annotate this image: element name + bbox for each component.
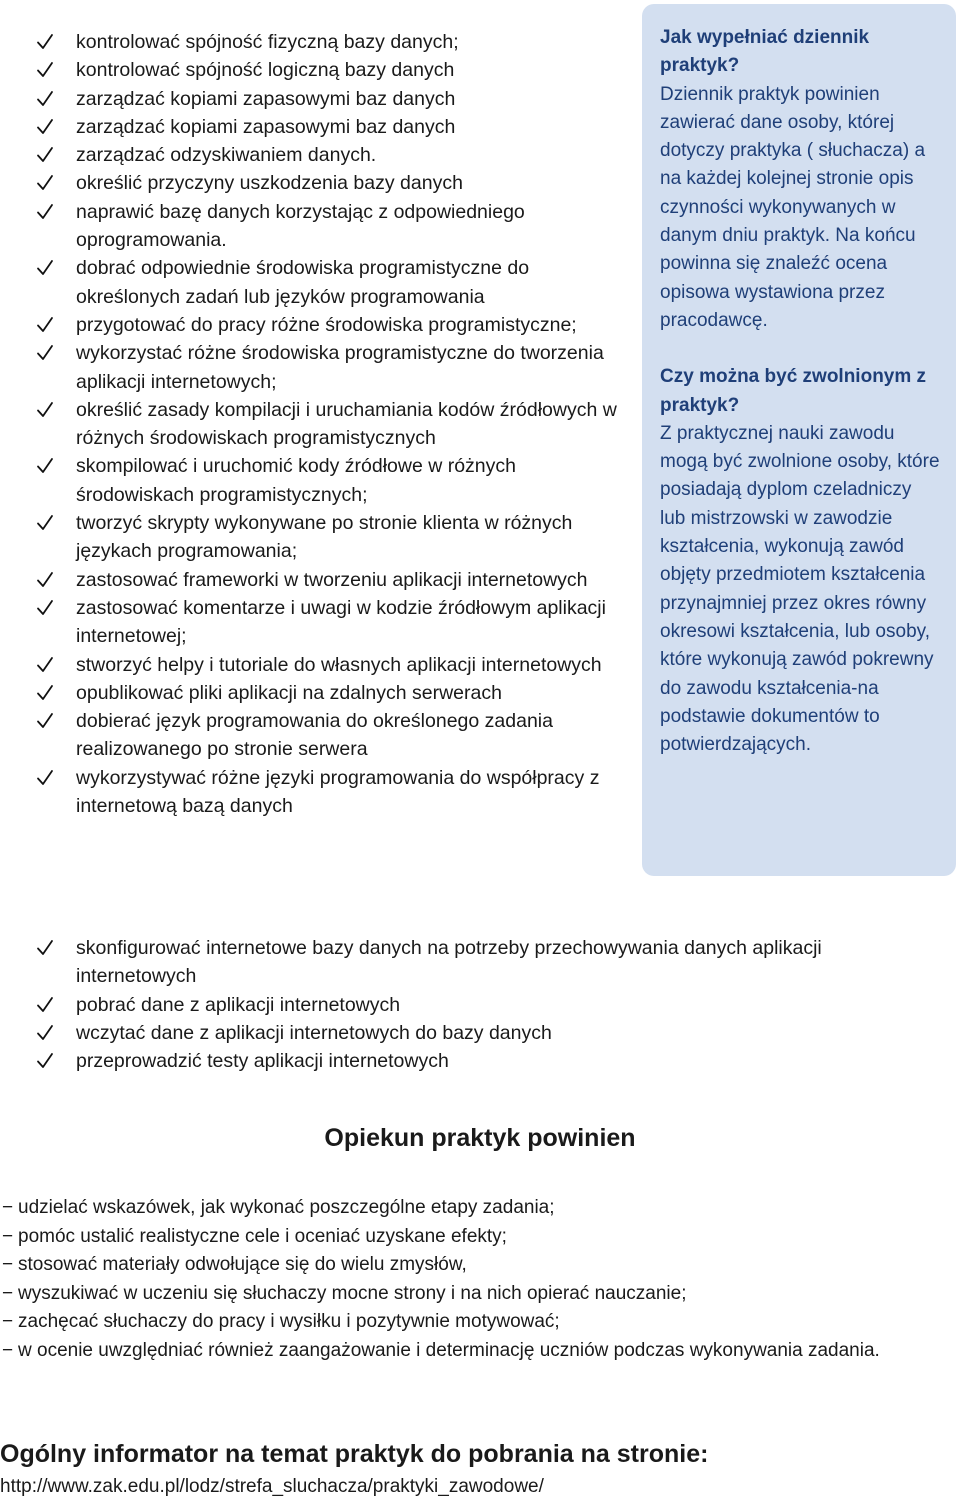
checklist-item-text: zastosować komentarze i uwagi w kodzie źródłowym aplikacji internetowej; xyxy=(76,596,606,648)
checklist-item-text: wykorzystać różne środowiska programistyczne do tworzenia aplikacji internetowych; xyxy=(76,342,604,393)
dash-bullet: − xyxy=(2,1197,14,1218)
checkmark-icon xyxy=(36,259,54,277)
checklist-item-text: zarządzać odzyskiwaniem danych. xyxy=(76,144,377,167)
checklist-item xyxy=(36,141,636,169)
checkmark-icon xyxy=(36,457,54,475)
dash-bullet: − xyxy=(2,1282,14,1304)
checklist-item-text: skonfigurować internetowe bazy danych na potrzeby przechowywania danych aplikacji internetowych xyxy=(76,937,822,988)
checklist-item xyxy=(36,764,636,821)
checklist-item xyxy=(36,1019,916,1047)
checkmark-icon xyxy=(36,656,54,674)
checklist-item xyxy=(36,934,916,991)
checklist-item xyxy=(36,452,636,509)
checklist-item-text: naprawić bazę danych korzystając z odpowiedniego oprogramowania. xyxy=(76,200,525,252)
duty-text: w ocenie uwzględniać również zaangażowanie i determinację uczniów podczas wykonywania zadania. xyxy=(18,1339,880,1361)
checklist-item xyxy=(36,509,636,566)
checklist-item xyxy=(36,707,636,764)
checkmark-icon xyxy=(36,939,54,957)
duty-text: wyszukiwać w uczeniu się słuchaczy mocne strony i na nich opierać nauczanie; xyxy=(18,1282,687,1304)
checklist-item-text: stworzyć helpy i tutoriale do własnych aplikacji internetowych xyxy=(76,653,602,676)
checkmark-icon xyxy=(36,996,54,1014)
duty-text: stosować materiały odwołujące się do wielu zmysłów, xyxy=(18,1254,467,1275)
checklist-item xyxy=(36,254,636,311)
duty-text: udzielać wskazówek, jak wykonać poszczególne etapy zadania; xyxy=(18,1197,555,1218)
checklist-item-text: wczytać dane z aplikacji internetowych do bazy danych xyxy=(76,1021,552,1044)
checklist-item-text: zarządzać kopiami zapasowymi baz danych xyxy=(76,115,456,138)
checkmark-icon xyxy=(36,118,54,136)
info-title: Ogólny informator na temat praktyk do pobrania na stronie: xyxy=(0,1440,709,1468)
checklist-item-text: tworzyć skrypty wykonywane po stronie klienta w różnych językach programowania; xyxy=(76,512,573,563)
checklist-item-text: skompilować i uruchomić kody źródłowe w różnych środowiskach programistycznych; xyxy=(76,455,516,506)
checkmark-icon xyxy=(36,599,54,617)
checklist-item xyxy=(36,594,636,651)
checklist-item xyxy=(36,396,636,453)
checklist-item xyxy=(36,85,636,113)
checklist-item xyxy=(36,339,636,396)
supervisor-duties-list xyxy=(0,1194,930,1365)
duty-item xyxy=(0,1280,930,1309)
checklist-item xyxy=(36,651,636,679)
duty-item xyxy=(0,1223,930,1252)
checklist-item-text: zarządzać kopiami zapasowymi baz danych xyxy=(76,87,456,110)
answer-exemption: Z praktycznej nauki zawodu mogą być zwolnione osoby, które posiadają dyplom czeladniczy lub mistrzowski w zawodzie kształcenia, wykonują zawód objęty przedmiotem kształcenia przynajmniej przez okres równy okresowi kształcenia, lub osoby, które wykonują zawód pokrewny do zawodu kształcenia-na podstawie dokumentów to potwierdzających. xyxy=(660,422,940,756)
duty-item xyxy=(0,1194,930,1223)
checkmark-icon xyxy=(36,146,54,164)
checklist-item xyxy=(36,679,636,707)
duty-item xyxy=(0,1337,930,1366)
duty-item xyxy=(0,1251,930,1280)
dash-bullet: − xyxy=(2,1254,14,1275)
checklist-item xyxy=(36,28,636,56)
checklist-top xyxy=(36,28,636,820)
duty-text: zachęcać słuchaczy do pracy i wysiłku i pozytywnie motywować; xyxy=(18,1311,560,1332)
checkmark-icon xyxy=(36,401,54,419)
checkmark-icon xyxy=(36,1052,54,1070)
checklist-item xyxy=(36,1047,916,1075)
dash-bullet: − xyxy=(2,1339,14,1361)
checkmark-icon xyxy=(36,684,54,702)
checklist-item xyxy=(36,113,636,141)
checklist-item-text: wykorzystywać różne języki programowania do współpracy z internetową bazą danych xyxy=(76,766,600,818)
checkmark-icon xyxy=(36,90,54,108)
checklist-item-text: dobierać język programowania do określonego zadania realizowanego po stronie serwera xyxy=(76,710,553,761)
checkmark-icon xyxy=(36,514,54,532)
checkmark-icon xyxy=(36,33,54,51)
checklist-item-text: dobrać odpowiednie środowiska programistyczne do określonych zadań lub języków programowania xyxy=(76,257,530,308)
checklist-item xyxy=(36,56,636,84)
info-url[interactable]: http://www.zak.edu.pl/lodz/strefa_sluchacza/praktyki_zawodowe/ xyxy=(0,1476,544,1497)
checklist-item-text: pobrać dane z aplikacji internetowych xyxy=(76,993,401,1016)
checkmark-icon xyxy=(36,174,54,192)
checklist-item-text: określić przyczyny uszkodzenia bazy danych xyxy=(76,172,463,195)
checklist-item xyxy=(36,566,636,594)
checkmark-icon xyxy=(36,769,54,787)
checkmark-icon xyxy=(36,344,54,362)
checklist-item-text: kontrolować spójność fizyczną bazy danych; xyxy=(76,31,459,53)
checklist-item-text: zastosować frameworki w tworzeniu aplikacji internetowych xyxy=(76,568,588,591)
answer-diary: Dziennik praktyk powinien zawierać dane osoby, której dotyczy praktyka ( słuchacza) a na każdej kolejnej stronie opis czynności wykonywanych w danym dniu praktyk. Na końcu powinna się znaleźć ocena opisowa wystawiona przez pracodawcę. xyxy=(660,83,926,331)
checkmark-icon xyxy=(36,712,54,730)
checklist-item-text: opublikować pliki aplikacji na zdalnych serwerach xyxy=(76,681,502,704)
checkmark-icon xyxy=(36,1024,54,1042)
checklist-item-text: przeprowadzić testy aplikacji internetowych xyxy=(76,1050,449,1073)
supervisor-heading: Opiekun praktyk powinien xyxy=(324,1124,636,1152)
checklist-item-text: określić zasady kompilacji i uruchamiania kodów źródłowych w różnych środowiskach programistycznych xyxy=(76,398,617,450)
checklist-item xyxy=(36,311,636,339)
dash-bullet: − xyxy=(2,1311,14,1332)
checkmark-icon xyxy=(36,316,54,334)
checkmark-icon xyxy=(36,203,54,221)
checkmark-icon xyxy=(36,61,54,79)
info-sidebox xyxy=(642,4,956,876)
checklist-item xyxy=(36,198,636,255)
duty-text: pomóc ustalić realistyczne cele i oceniać uzyskane efekty; xyxy=(18,1225,507,1247)
checkmark-icon xyxy=(36,571,54,589)
checklist-item xyxy=(36,991,916,1019)
checklist-item-text: kontrolować spójność logiczną bazy danych xyxy=(76,59,455,82)
question-diary: Jak wypełniać dziennik praktyk? xyxy=(660,27,870,77)
checklist-bottom xyxy=(36,934,916,1075)
duty-item xyxy=(0,1308,930,1337)
dash-bullet: − xyxy=(2,1225,14,1247)
question-exemption: Czy można być zwolnionym z praktyk? xyxy=(660,366,927,416)
checklist-item xyxy=(36,169,636,197)
checklist-item-text: przygotować do pracy różne środowiska programistyczne; xyxy=(76,313,577,336)
